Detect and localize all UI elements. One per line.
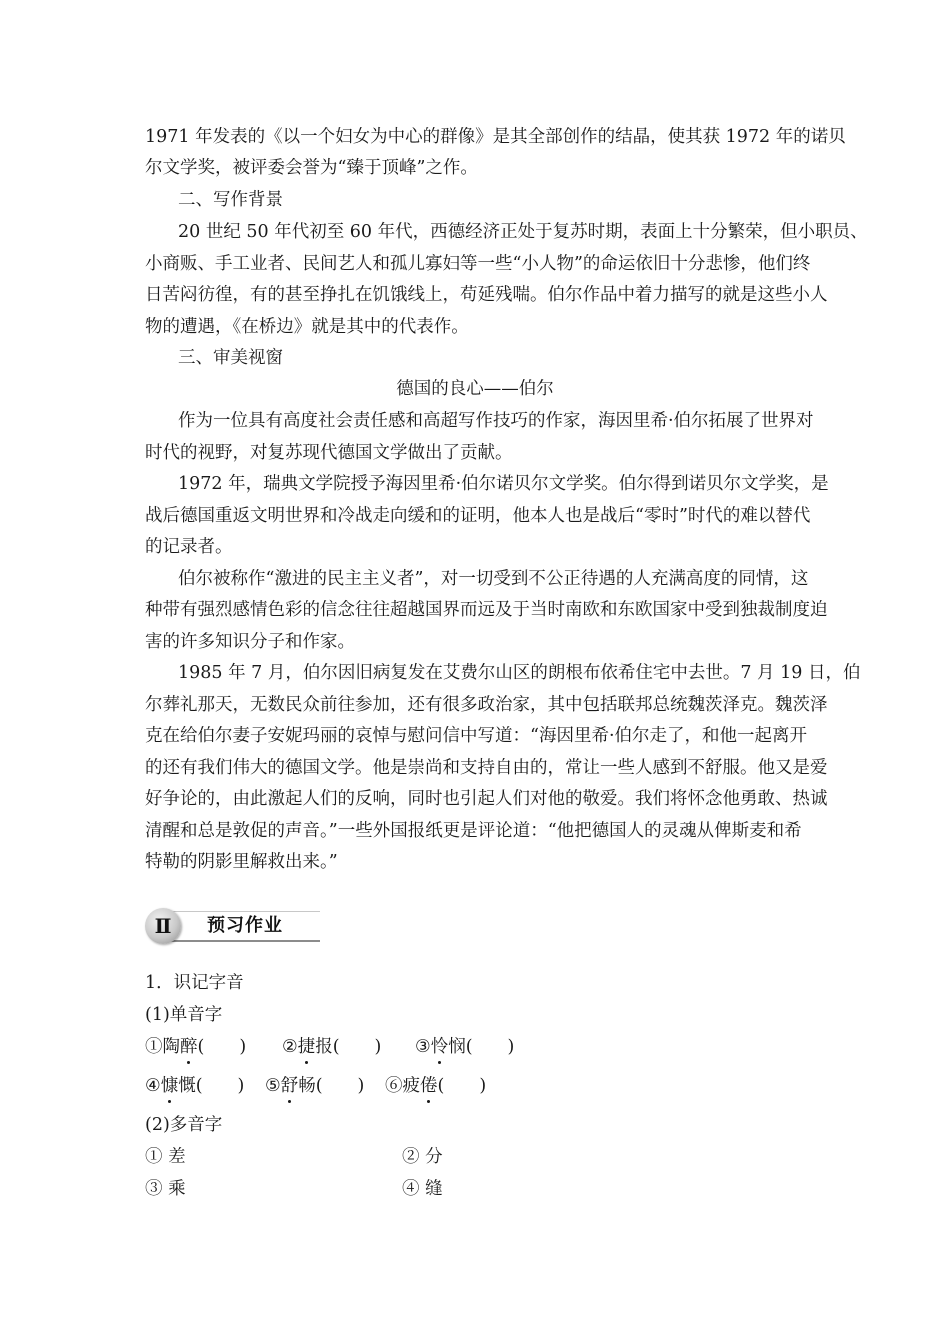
single-reading-heading: (1)单音字 xyxy=(145,1005,223,1025)
section-heading-writing-background: 二、写作背景 xyxy=(178,190,283,210)
multi-item-3: ③ 乘 xyxy=(145,1179,186,1199)
background-line-3: 日苦闷彷徨，有的甚至挣扎在饥饿线上，苟延残喘。伯尔作品中着力描写的就是这些小人 xyxy=(145,285,828,305)
word-item-1: ①陶醉( ) xyxy=(145,1037,247,1057)
answer-blank: ( ) xyxy=(197,1037,247,1057)
article-p4-line-2: 尔葬礼那天，无数民众前往参加，还有很多政治家，其中包括联邦总统魏茨泽克。魏茨泽 xyxy=(145,695,828,715)
article-p3-line-2: 种带有强烈感情色彩的信念往往超越国界而远及于当时南欧和东欧国家中受到独裁制度迫 xyxy=(145,600,828,620)
article-p4-line-1: 1985 年 7 月，伯尔因旧病复发在艾费尔山区的朗根布依希住宅中去世。7 月 19 日，伯 xyxy=(178,663,861,683)
article-p1-line-2: 时代的视野，对复苏现代德国文学做出了贡献。 xyxy=(145,443,513,463)
answer-blank: ( ) xyxy=(315,1076,365,1096)
article-p2-line-2: 战后德国重返文明世界和冷战走向缓和的证明，他本人也是战后“零时”时代的难以替代 xyxy=(145,506,811,526)
emphasis-char: 舒 xyxy=(280,1076,299,1096)
article-p2-line-3: 的记录者。 xyxy=(145,537,233,557)
word-item-6: ⑥疲倦( ) xyxy=(385,1076,487,1096)
banner-title: 预习作业 xyxy=(207,915,283,936)
background-line-4: 物的遭遇，《在桥边》就是其中的代表作。 xyxy=(145,317,469,337)
answer-blank: ( ) xyxy=(195,1076,245,1096)
answer-blank: ( ) xyxy=(465,1037,515,1057)
answer-blank: ( ) xyxy=(332,1037,382,1057)
multi-item-4: ④ 缝 xyxy=(402,1179,443,1199)
emphasis-char: 怜 xyxy=(430,1037,449,1057)
emphasis-char: 醉 xyxy=(180,1037,198,1057)
article-p4-line-4: 的还有我们伟大的德国文学。他是崇尚和支持自由的，常让一些人感到不舒服。他又是爱 xyxy=(145,758,828,778)
exercise-heading: 1．识记字音 xyxy=(145,973,244,993)
word-item-5: ⑤舒畅( ) xyxy=(265,1076,365,1096)
intro-line-1: 1971 年发表的《以一个妇女为中心的群像》是其全部创作的结晶，使其获 1972 年的诺贝 xyxy=(145,127,846,147)
word-item-3: ③怜悯( ) xyxy=(415,1037,515,1057)
article-p4-line-6: 清醒和总是敦促的声音。”一些外国报纸更是评论道：“他把德国人的灵魂从俾斯麦和希 xyxy=(145,821,802,841)
word-item-2: ②捷报( ) xyxy=(282,1037,382,1057)
background-line-2: 小商贩、手工业者、民间艺人和孤儿寡妇等一些“小人物”的命运依旧十分悲惨，他们终 xyxy=(145,254,811,274)
article-p3-line-1: 伯尔被称作“激进的民主主义者”，对一切受到不公正待遇的人充满高度的同情，这 xyxy=(178,569,809,589)
background-line-1: 20 世纪 50 年代初至 60 年代，西德经济正处于复苏时期，表面上十分繁荣，但小职员、 xyxy=(178,222,868,242)
article-title: 德国的良心——伯尔 xyxy=(396,379,554,399)
article-p2-line-1: 1972 年，瑞典文学院授予海因里希·伯尔诺贝尔文学奖。伯尔得到诺贝尔文学奖，是 xyxy=(178,474,829,494)
article-p4-line-5: 好争论的，由此激起人们的反响，同时也引起人们对他的敬爱。我们将怀念他勇敢、热诚 xyxy=(145,789,828,809)
roman-numeral-badge: Ⅱ xyxy=(145,908,181,944)
banner-bottom-rule xyxy=(165,940,320,942)
emphasis-char: 捷 xyxy=(297,1037,316,1057)
article-p4-line-7: 特勒的阴影里解救出来。” xyxy=(145,852,338,872)
word-item-4: ④慷慨( ) xyxy=(145,1076,245,1096)
emphasis-char: 慷 xyxy=(160,1076,179,1096)
article-p3-line-3: 害的许多知识分子和作家。 xyxy=(145,632,355,652)
multi-item-1: ① 差 xyxy=(145,1147,186,1167)
article-p4-line-3: 克在给伯尔妻子安妮玛丽的哀悼与慰问信中写道：“海因里希·伯尔走了，和他一起离开 xyxy=(145,726,808,746)
banner-top-rule xyxy=(165,911,320,912)
section-heading-aesthetic-window: 三、审美视窗 xyxy=(178,348,283,368)
section-banner-preview-homework xyxy=(145,904,320,944)
answer-blank: ( ) xyxy=(437,1076,487,1096)
emphasis-char: 倦 xyxy=(420,1076,438,1096)
intro-line-2: 尔文学奖，被评委会誉为“臻于顶峰”之作。 xyxy=(145,158,478,178)
multi-item-2: ② 分 xyxy=(402,1147,443,1167)
multi-reading-heading: (2)多音字 xyxy=(145,1115,223,1135)
article-p1-line-1: 作为一位具有高度社会责任感和高超写作技巧的作家，海因里希·伯尔拓展了世界对 xyxy=(178,411,814,431)
